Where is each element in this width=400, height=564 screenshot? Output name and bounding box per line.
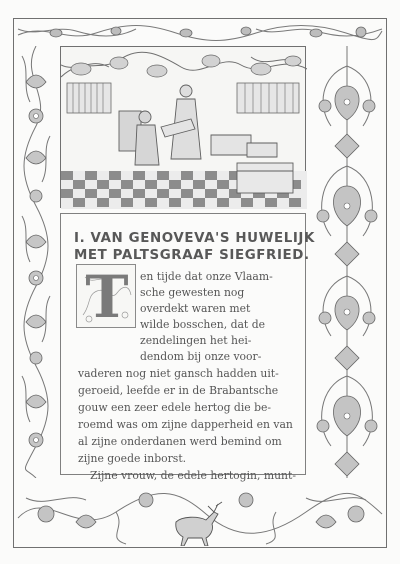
body-line: sche gewesten nog [140,286,245,299]
interior-scene-illustration [60,46,306,208]
chapter-heading [74,230,315,264]
bottom-floral-border [16,478,384,546]
body-line: vaderen nog niet gansch hadden uit- [78,367,279,380]
left-floral-border [16,46,56,478]
body-line: al zijne onderdanen werd bemind om [78,435,282,448]
body-line: overdekt waren met [140,302,251,315]
body-line: wilde bosschen, dat de [140,318,266,331]
body-line: dendom bij onze voor- [140,350,262,363]
body-line: gouw een zeer edele hertog die be- [78,401,272,414]
body-line: roemd was om zijne dapperheid en van [78,418,293,431]
body-line: geroeid, leefde er in de Brabantsche [78,384,279,397]
body-line: Zijne vrouw, de edele hertogin, munt- [90,469,296,482]
body-line: en tijde dat onze Vlaam- [140,270,273,283]
decorated-initial [76,263,136,331]
top-floral-border [16,21,384,45]
right-floral-border [311,46,383,478]
initial-letter: T [85,263,129,331]
body-line: zijne goede inborst. [78,452,187,465]
chapter-heading-line-1: I. VAN GENOVEVA'S HUWELIJK [74,231,315,246]
chapter-heading-line-2: MET PALTSGRAAF SIEGFRIED. [74,248,310,263]
body-line: zendelingen het hei- [140,334,252,347]
